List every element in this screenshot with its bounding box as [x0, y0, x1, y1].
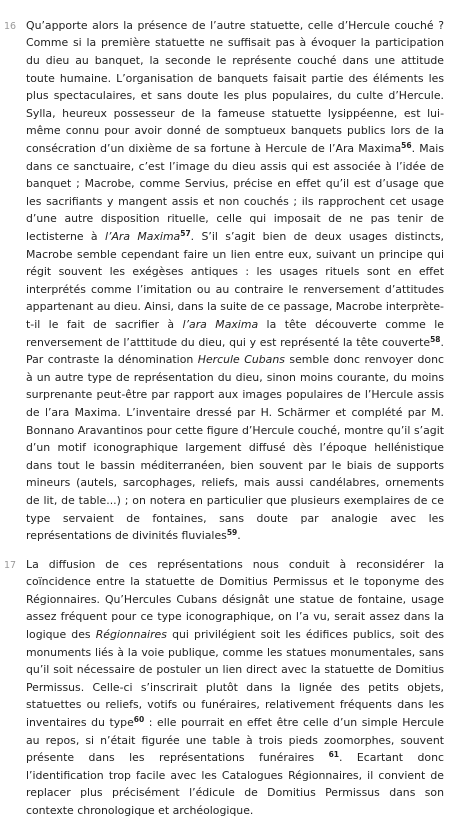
footnote-ref-61[interactable]: 61: [328, 750, 340, 760]
text-run: . Ecartant donc l’identification trop facile avec les Catalogues Régionnaires, il convient de replacer plus précisément l’édicule de Domitius Permissus dans son contexte chronologique et archéologique.: [26, 751, 444, 817]
footnote-ref-57[interactable]: 57: [180, 229, 191, 239]
text-run: qui privilégient soit les édifices publics, soit des monuments liés à la voie publique, comme les statues monumentales, sans qu’il soit nécessaire de postuler un lien direct avec la statuette de Domitius Permissus. Celle-ci s’inscrirait plutôt dans la lignée des petits objets, statuettes ou reliefs, votifs ou funéraires, relativement fréquents dans les inventaires du type: [26, 627, 444, 729]
text-run: . Mais dans ce sanctuaire, c’est l’image du dieu assis qui est associée à l’idée de banquet ; Macrobe, comme Servius, précise en effet qu’il est d’usage que les sacrifiants y mangent assis et non couchés ; ils rapprochent cet usage d’une autre disposition rituelle, celle qui imposait de ne pas tenir de lectisterne à: [26, 142, 444, 244]
text-run: Qu’apporte alors la présence de l’autre statuette, celle d’Hercule couché ? Comme si la première statuette ne suffisait pas à évoquer la participation du dieu au banquet, la seconde le représente couché dans une attitude toute humaine. L’organisation de banquets faisait partie des éléments les plus spectaculaires, et sans doute les plus populaires, du culte d’Hercule. Sylla, heureux possesseur de la fameuse statuette lysippéenne, est lui-même connu pour avoir donné de somptueux banquets publics lors de la consécration d’un dixième de sa fortune à Hercule de l’Ara Maxima: [26, 18, 444, 156]
paragraph-17: [0, 556, 449, 820]
footnote-ref-56[interactable]: 56: [401, 141, 412, 151]
paragraph-text: [26, 556, 444, 820]
paragraph-text: [26, 17, 444, 545]
italic-text: l’ara Maxima: [182, 317, 259, 331]
text-run: . S’il s’agit bien de deux usages distincts, Macrobe semble cependant faire un lien entre eux, suivant un principe qui régit souvent les exégèses antiques : les usages rituels sont en effet interprétés comme l’imitation ou au contraire le renversement d’attitudes appartenant au dieu. Ainsi, dans la suite de ce passage, Macrobe interprète-t-il le fait de sacrifier à: [26, 230, 445, 331]
footnote-ref-59[interactable]: 59: [226, 528, 238, 538]
italic-text: Hercule Cubans: [197, 353, 285, 367]
text-run: : elle pourrait en effet être celle d’un simple Hercule au repos, si n’était figurée une table à trois pieds zoomorphes, souvent présente dans les représentations funéraires: [26, 715, 444, 765]
text-run: la tête découverte comme le renversement de l’atttitude du dieu, qui y est représenté la tête couverte: [26, 317, 444, 349]
footnote-ref-60[interactable]: 60: [133, 714, 145, 724]
paragraph-number: 16: [4, 20, 17, 32]
footnote-ref-58[interactable]: 58: [430, 334, 441, 344]
text-run: La diffusion de ces représentations nous conduit à reconsidérer la coïncidence entre la statuette de Domitius Permissus et le toponyme des Régionnaires. Qu’Hercules Cubans désignât une statue de fontaine, usage assez fréquent pour ce type iconographique, on l’a vu, serait assez dans la logique des: [26, 557, 444, 641]
italic-text: l’Ara Maxima: [104, 230, 181, 244]
paragraph-16: [0, 17, 449, 545]
text-run: . Par contraste la dénomination: [26, 335, 444, 367]
italic-text: Régionnaires: [95, 627, 167, 641]
text-run: .: [237, 529, 241, 543]
paragraph-number: 17: [4, 559, 17, 571]
text-run: semble donc renvoyer donc à un autre type de représentation du dieu, sinon moins courante, du moins surprenante peut-être par rapport aux images populaires de l’Hercule assis de l’ara Maxima. L’inventaire dressé par H. Schärmer et complété par M. Bonnano Aravantinos pour cette figure d’Hercule couché, montre qu’il s’agit d’un motif iconographique largement diffusé dès l’époque hellénistique dans tout le bassin méditerranéen, bien souvent par le biais de supports mineurs (autels, sarcophages, reliefs, mais aussi candélabres, ornements de lit, de table...) ; on notera en particulier que plusieurs exemplaires de ce type servaient de fontaines, sans doute par analogie avec les représentations de divinités fluviales: [26, 353, 444, 543]
